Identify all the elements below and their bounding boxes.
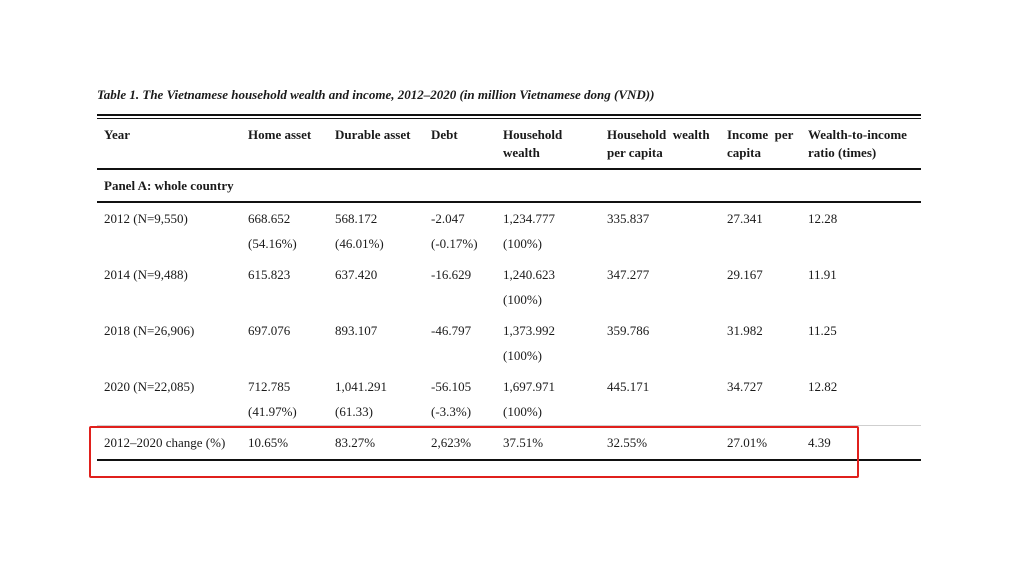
row-wealth-pct: (100%) [503, 292, 542, 307]
row-wealth-pct: (100%) [503, 236, 542, 251]
change-home: 10.65% [248, 435, 289, 450]
header-home-asset: Home asset [248, 127, 312, 142]
header-household-wealth-line2: wealth [503, 145, 540, 160]
table-top-rule [97, 114, 921, 116]
row-ratio: 12.82 [808, 379, 838, 394]
row-income-per-capita: 27.341 [727, 211, 763, 226]
row-debt-pct: (-3.3%) [431, 404, 472, 419]
row-wealth-per-capita: 347.277 [607, 267, 650, 282]
row-year: 2014 (N=9,488) [104, 267, 188, 282]
change-wpc: 32.55% [607, 435, 648, 450]
header-household-wealth: Household [503, 127, 563, 142]
row-home-asset: 712.785 [248, 379, 291, 394]
row-debt: -46.797 [431, 323, 472, 338]
row-wealth-per-capita: 445.171 [607, 379, 650, 394]
row-ratio: 11.25 [808, 323, 837, 338]
row-household-wealth: 1,697.971 [503, 379, 555, 394]
row-wealth-pct: (100%) [503, 348, 542, 363]
row-debt: -16.629 [431, 267, 472, 282]
row-income-per-capita: 31.982 [727, 323, 763, 338]
header-income-per-capita: Income per [727, 127, 794, 142]
row-household-wealth: 1,234.777 [503, 211, 555, 226]
row-home-asset: 668.652 [248, 211, 291, 226]
row-household-wealth: 1,373.992 [503, 323, 555, 338]
header-debt: Debt [431, 127, 458, 142]
row-year: 2018 (N=26,906) [104, 323, 195, 338]
row-home-pct: (54.16%) [248, 236, 297, 251]
row-year: 2020 (N=22,085) [104, 379, 195, 394]
row-debt-pct: (-0.17%) [431, 236, 478, 251]
header-ratio: Wealth-to-income [808, 127, 907, 142]
row-home-asset: 615.823 [248, 267, 291, 282]
header-year: Year [104, 127, 130, 142]
row-durable-pct: (46.01%) [335, 236, 384, 251]
change-ratio: 4.39 [808, 435, 831, 450]
header-wealth-per-capita-line2: per capita [607, 145, 663, 160]
row-durable-asset: 1,041.291 [335, 379, 387, 394]
highlight-box [89, 426, 859, 478]
change-ipc: 27.01% [727, 435, 768, 450]
table-caption: Table 1. The Vietnamese household wealth and income, 2012–2020 (in million Vietnamese dong (VND)) [97, 87, 655, 102]
header-ratio-line2: ratio (times) [808, 145, 877, 160]
row-durable-asset: 893.107 [335, 323, 378, 338]
header-bottom-rule [97, 168, 921, 170]
header-income-per-capita-line2: capita [727, 145, 761, 160]
header-durable-asset: Durable asset [335, 127, 411, 142]
panel-a-label: Panel A: whole country [104, 178, 234, 193]
row-wealth-per-capita: 359.786 [607, 323, 650, 338]
row-debt: -56.105 [431, 379, 472, 394]
row-ratio: 12.28 [808, 211, 838, 226]
row-year: 2012 (N=9,550) [104, 211, 188, 226]
row-wealth-per-capita: 335.837 [607, 211, 650, 226]
row-ratio: 11.91 [808, 267, 837, 282]
header-wealth-per-capita: Household wealth [607, 127, 710, 142]
row-wealth-pct: (100%) [503, 404, 542, 419]
row-household-wealth: 1,240.623 [503, 267, 555, 282]
row-income-per-capita: 34.727 [727, 379, 763, 394]
change-durable: 83.27% [335, 435, 376, 450]
row-durable-asset: 568.172 [335, 211, 378, 226]
change-wealth: 37.51% [503, 435, 544, 450]
change-debt: 2,623% [431, 435, 472, 450]
panel-bottom-rule [97, 201, 921, 203]
table-top-rule-2 [97, 118, 921, 119]
row-income-per-capita: 29.167 [727, 267, 763, 282]
change-year: 2012–2020 change (%) [104, 435, 226, 450]
row-home-pct: (41.97%) [248, 404, 297, 419]
row-debt: -2.047 [431, 211, 465, 226]
row-durable-pct: (61.33) [335, 404, 373, 419]
row-durable-asset: 637.420 [335, 267, 378, 282]
row-home-asset: 697.076 [248, 323, 291, 338]
